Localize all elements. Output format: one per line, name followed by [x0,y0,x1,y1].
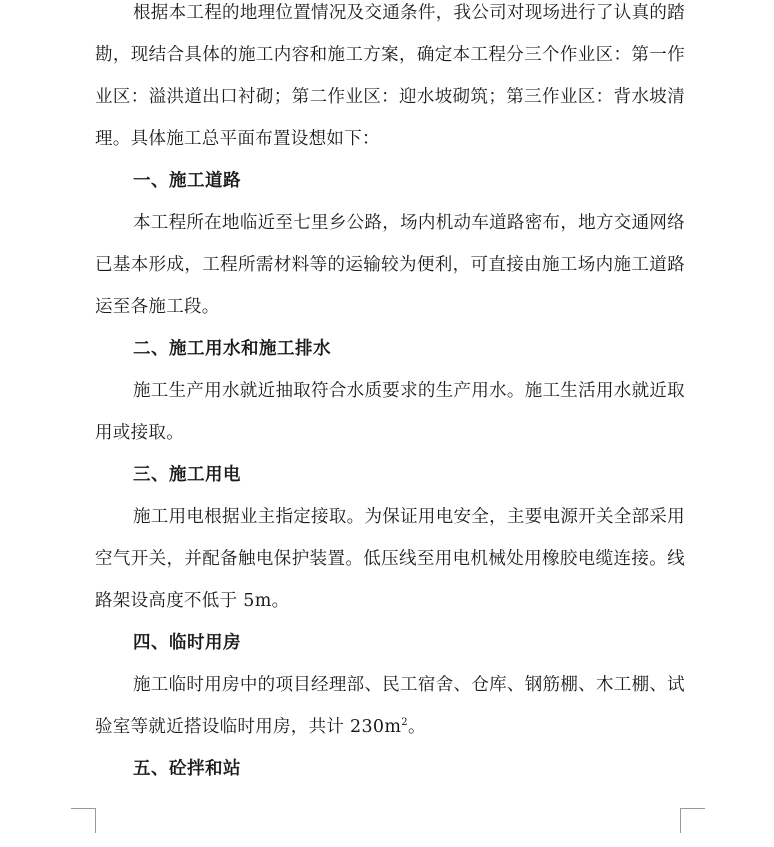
page-corner-mark-left [71,808,96,833]
section-body-temporary-housing [95,664,685,748]
section-body-water: 施工生产用水就近抽取符合水质要求的生产用水。施工生活用水就近取用或接取。 [95,381,685,443]
section-heading-electricity: 三、施工用电 [133,465,241,485]
housing-text-end: 。 [407,717,426,737]
superscript-exponent: 2 [401,717,408,728]
section-heading-mixing-station: 五、砼拌和站 [133,759,241,779]
section-heading-water: 二、施工用水和施工排水 [133,339,331,359]
page-corner-mark-right [680,808,705,833]
document-content [95,0,685,790]
intro-paragraph: 根据本工程的地理位置情况及交通条件，我公司对现场进行了认真的踏勘，现结合具体的施工内容和施工方案，确定本工程分三个作业区：第一作业区：溢洪道出口衬砌；第二作业区：迎水坡砌筑；第三作业区：背水坡清理。具体施工总平面布置设想如下： [95,3,685,149]
section-body-electricity: 施工用电根据业主指定接取。为保证用电安全，主要电源开关全部采用空气开关，并配备触电保护装置。低压线至用电机械处用橡胶电缆连接。线路架设高度不低于 5m。 [95,507,685,611]
housing-text: 施工临时用房中的项目经理部、民工宿舍、仓库、钢筋棚、木工棚、试验室等就近搭设临时用房，共计 230m [95,675,685,737]
section-heading-roads: 一、施工道路 [133,171,241,191]
section-heading-temporary-housing: 四、临时用房 [133,633,241,653]
section-body-roads: 本工程所在地临近至七里乡公路，场内机动车道路密布，地方交通网络已基本形成，工程所需材料等的运输较为便利，可直接由施工场内施工道路运至各施工段。 [95,213,685,317]
